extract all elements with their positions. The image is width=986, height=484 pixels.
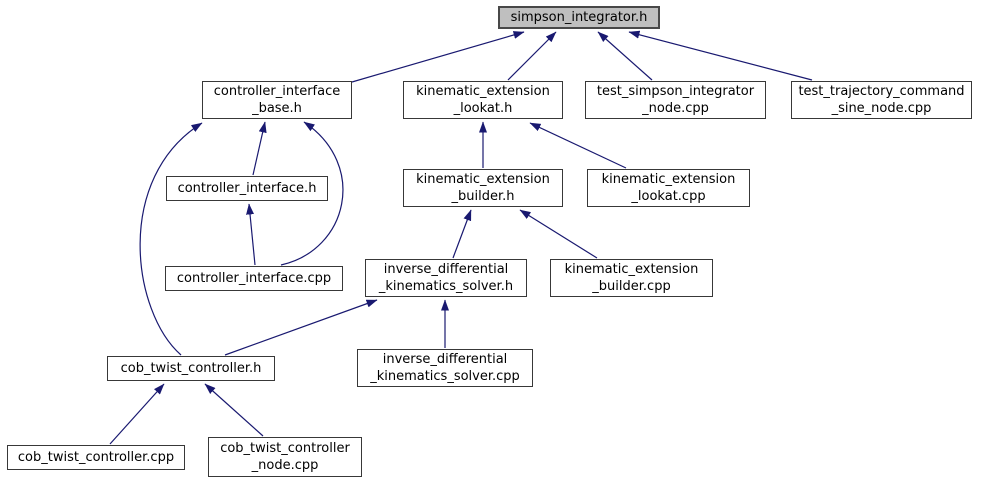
graph-node-label: _base.h: [252, 101, 302, 116]
graph-node-label: cob_twist_controller.cpp: [17, 450, 175, 465]
edge-kinematic_extension_builder_cpp--to--kinematic_extension_builder_h: [520, 210, 597, 258]
graph-node-inverse_differential_kinematics_solver_h[interactable]: [365, 259, 527, 297]
graph-node-kinematic_extension_builder_h[interactable]: [403, 169, 563, 207]
graph-node-label: _lookat.h: [453, 101, 513, 116]
graph-node-kinematic_extension_builder_cpp[interactable]: [550, 259, 713, 297]
graph-node-label: kinematic_extension: [564, 262, 699, 277]
edge-cob_twist_controller_cpp--to--cob_twist_controller_h: [110, 384, 164, 444]
graph-node-label: controller_interface.cpp: [176, 271, 332, 286]
edge-test_simpson_integrator_node_cpp--to--simpson_integrator_h: [598, 32, 652, 80]
graph-node-label: inverse_differential: [383, 262, 509, 277]
graph-node-test_simpson_integrator_node_cpp[interactable]: [585, 81, 766, 119]
graph-node-inverse_differential_kinematics_solver_cpp[interactable]: [357, 349, 533, 387]
graph-node-label: kinematic_extension: [416, 172, 550, 187]
edge-controller_interface_base_h--to--simpson_integrator_h: [352, 32, 524, 82]
graph-node-label: _kinematics_solver.h: [378, 279, 514, 294]
graph-node-controller_interface_base_h[interactable]: [202, 81, 352, 119]
graph-node-cob_twist_controller_node_cpp[interactable]: [208, 437, 362, 477]
graph-node-label: _node.cpp: [251, 458, 319, 473]
edge-controller_interface_h--to--controller_interface_base_h: [253, 122, 265, 175]
graph-node-label: _kinematics_solver.cpp: [370, 369, 520, 384]
graph-node-label: _builder.cpp: [592, 279, 671, 294]
graph-node-cob_twist_controller_cpp[interactable]: [7, 445, 185, 470]
graph-node-label: cob_twist_controller: [220, 441, 350, 456]
graph-node-label: controller_interface: [213, 84, 341, 99]
edge-cob_twist_controller_h--to--inverse_differential_kinematics_solver_h: [225, 300, 377, 355]
graph-node-label: kinematic_extension: [416, 84, 550, 99]
edge-controller_interface_cpp--to--controller_interface_h: [249, 204, 255, 265]
graph-node-label: _sine_node.cpp: [831, 101, 932, 116]
graph-node-label: simpson_integrator.h: [510, 10, 648, 25]
graph-node-label: _builder.h: [451, 189, 515, 204]
graph-node-label: inverse_differential: [382, 352, 508, 367]
graph-node-test_trajectory_command_sine_node_cpp[interactable]: [791, 81, 972, 119]
edge-test_trajectory_command_sine_node_cpp--to--simpson_integrator_h: [629, 32, 812, 80]
edge-cob_twist_controller_node_cpp--to--cob_twist_controller_h: [205, 384, 263, 436]
graph-node-label: _node.cpp: [642, 101, 709, 116]
graph-node-label: controller_interface.h: [177, 181, 317, 196]
edge-inverse_differential_kinematics_solver_h--to--kinematic_extension_builder_h: [453, 210, 471, 258]
graph-node-label: test_trajectory_command: [798, 84, 965, 99]
edge-kinematic_extension_lookat_cpp--to--kinematic_extension_lookat_h: [530, 123, 626, 168]
edge-kinematic_extension_lookat_h--to--simpson_integrator_h: [508, 32, 556, 80]
graph-node-kinematic_extension_lookat_cpp[interactable]: [587, 169, 750, 207]
graph-node-simpson_integrator_h[interactable]: [498, 6, 660, 29]
graph-node-label: _lookat.cpp: [631, 189, 706, 204]
graph-node-kinematic_extension_lookat_h[interactable]: [403, 81, 563, 119]
edge-cob_twist_controller_h--to--controller_interface_base_h: [140, 123, 202, 355]
graph-node-label: cob_twist_controller.h: [120, 361, 262, 376]
graph-node-label: test_simpson_integrator: [596, 84, 755, 99]
graph-node-controller_interface_h[interactable]: [166, 176, 328, 201]
graph-node-label: kinematic_extension: [601, 172, 736, 187]
graph-node-controller_interface_cpp[interactable]: [165, 266, 343, 291]
graph-node-cob_twist_controller_h[interactable]: [107, 356, 275, 381]
